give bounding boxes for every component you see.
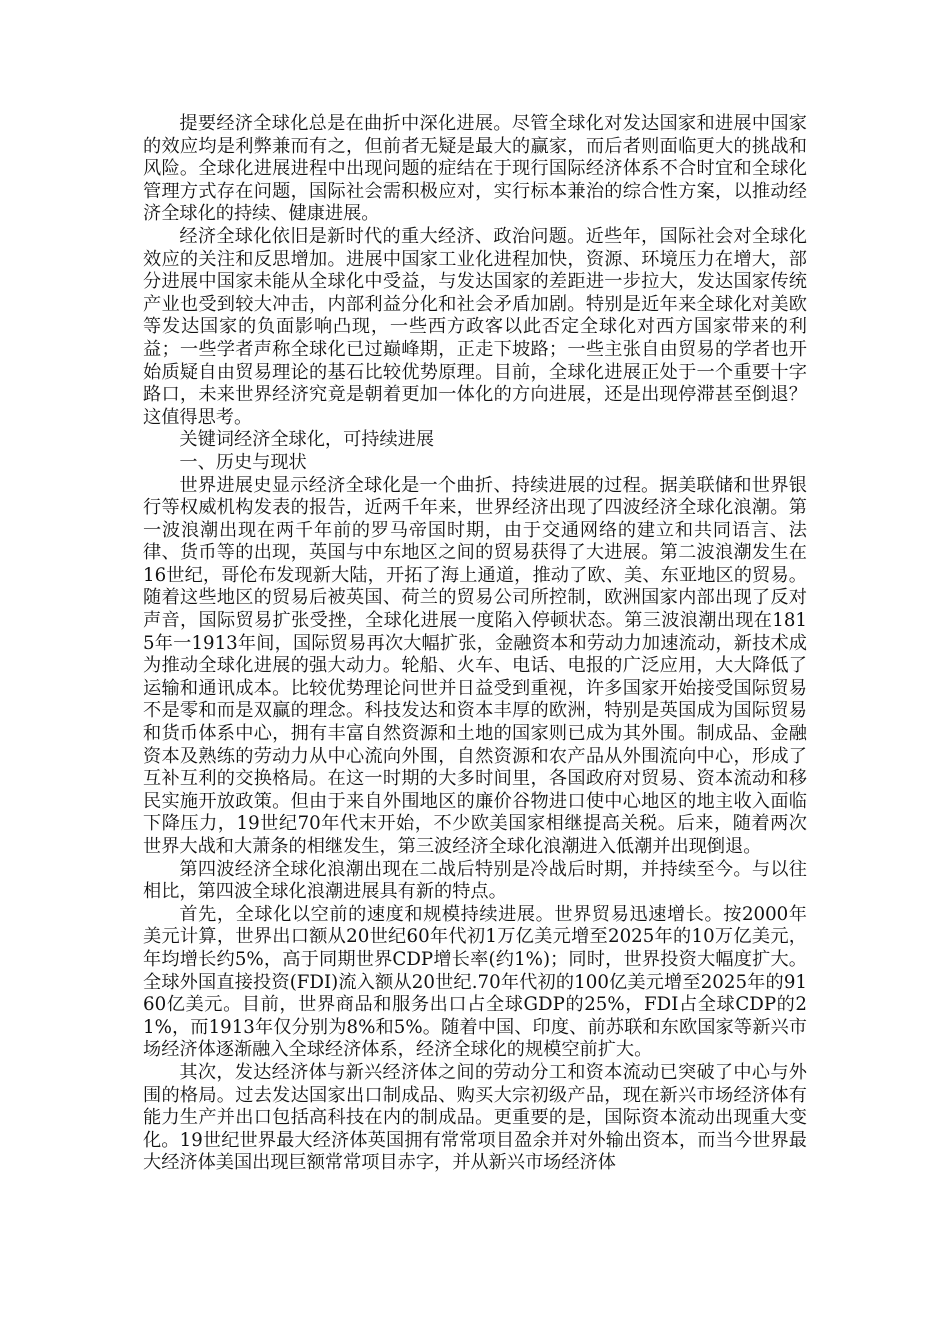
keywords-line: 关键词经济全球化，可持续进展 (179, 429, 435, 451)
first-feature-paragraph: 首先，全球化以空前的速度和规模持续进展。世界贸易迅速增长。按2000年美元计算，世界出口额从20世纪60年代初1万亿美元增至2025年的10万亿美元，年均增长约5%，高于同期世界CDP增长率(约1%)；同时，世界投资大幅度扩大。全球外国直接投资(FDI)流入额从20世纪.70年代初的100亿美元增至2025年的9160亿美元。目前，世界商品和服务出口占全球GDP的25%，FDI占全球CDP的21%，而1913年仅分别为8%和5%。随着中国、印度、前苏联和东欧国家等新兴市场经济体逐渐融入全球经济体系，经济全球化的规模空前扩大。 (143, 903, 807, 1061)
intro-paragraph: 经济全球化依旧是新时代的重大经济、政治问题。近些年，国际社会对全球化效应的关注和反思增加。进展中国家工业化进程加快，资源、环境压力在增大，部分进展中国家未能从全球化中受益，与发达国家的差距进一步拉大，发达国家传统产业也受到较大冲击，内部利益分化和社会矛盾加剧。特别是近年来全球化对美欧等发达国家的负面影响凸现，一些西方政客以此否定全球化对西方国家带来的利益；一些学者声称全球化已过巅峰期，正走下坡路；一些主张自由贸易的学者也开始质疑自由贸易理论的基石比较优势原理。目前，全球化进展正处于一个重要十字路口，未来世界经济究竟是朝着更加一体化的方向进展，还是出现停滞甚至倒退？这值得思考。 (143, 225, 807, 428)
section-heading: 一、历史与现状 (179, 451, 307, 473)
document-body (143, 113, 807, 1175)
second-feature-paragraph: 其次，发达经济体与新兴经济体之间的劳动分工和资本流动已突破了中心与外围的格局。过去发达国家出口制成品、购买大宗初级产品，现在新兴市场经济体有能力生产并出口包括高科技在内的制成品。更重要的是，国际资本流动出现重大变化。19世纪世界最大经济体英国拥有常常项目盈余并对外输出资本，而当今世界最大经济体美国出现巨额常常项目赤字，并从新兴市场经济体 (143, 1061, 807, 1174)
history-paragraph: 世界进展史显示经济全球化是一个曲折、持续进展的过程。据美联储和世界银行等权威机构发表的报告，近两千年来，世界经济出现了四波经济全球化浪潮。第一波浪潮出现在两千年前的罗马帝国时期，由于交通网络的建立和共同语言、法律、货币等的出现，英国与中东地区之间的贸易获得了大进展。第二波浪潮发生在16世纪，哥伦布发现新大陆，开拓了海上通道，推动了欧、美、东亚地区的贸易。随着这些地区的贸易后被英国、荷兰的贸易公司所控制，欧洲国家内部出现了反对声音，国际贸易扩张受挫，全球化进展一度陷入停顿状态。第三波浪潮出现在1815年一1913年间，国际贸易再次大幅扩张，金融资本和劳动力加速流动，新技术成为推动全球化进展的强大动力。轮船、火车、电话、电报的广泛应用，大大降低了运输和通讯成本。比较优势理论问世并日益受到重视，许多国家开始接受国际贸易不是零和而是双赢的理念。科技发达和资本丰厚的欧洲，特别是英国成为国际贸易和货币体系中心，拥有丰富自然资源和土地的国家则已成为其外围。制成品、金融资本及熟练的劳动力从中心流向外围，自然资源和农产品从外围流向中心，形成了互补互利的交换格局。在这一时期的大多时间里，各国政府对贸易、资本流动和移民实施开放政策。但由于来自外围地区的廉价谷物进口使中心地区的地主收入面临下降压力，19世纪70年代末开始，不少欧美国家相继提高关税。后来，随着两次世界大战和大萧条的相继发生，第三波经济全球化浪潮进入低潮并出现倒退。 (143, 474, 807, 857)
abstract-paragraph: 提要经济全球化总是在曲折中深化进展。尽管全球化对发达国家和进展中国家的效应均是利弊兼而有之，但前者无疑是最大的赢家，而后者则面临更大的挑战和风险。全球化进展进程中出现问题的症结在于现行国际经济体系不合时宜和全球化管理方式存在问题，国际社会需积极应对，实行标本兼治的综合性方案，以推动经济全球化的持续、健康进展。 (143, 113, 807, 225)
fourth-wave-paragraph: 第四波经济全球化浪潮出现在二战后特别是冷战后时期，并持续至今。与以往相比，第四波全球化浪潮进展具有新的特点。 (143, 858, 807, 903)
